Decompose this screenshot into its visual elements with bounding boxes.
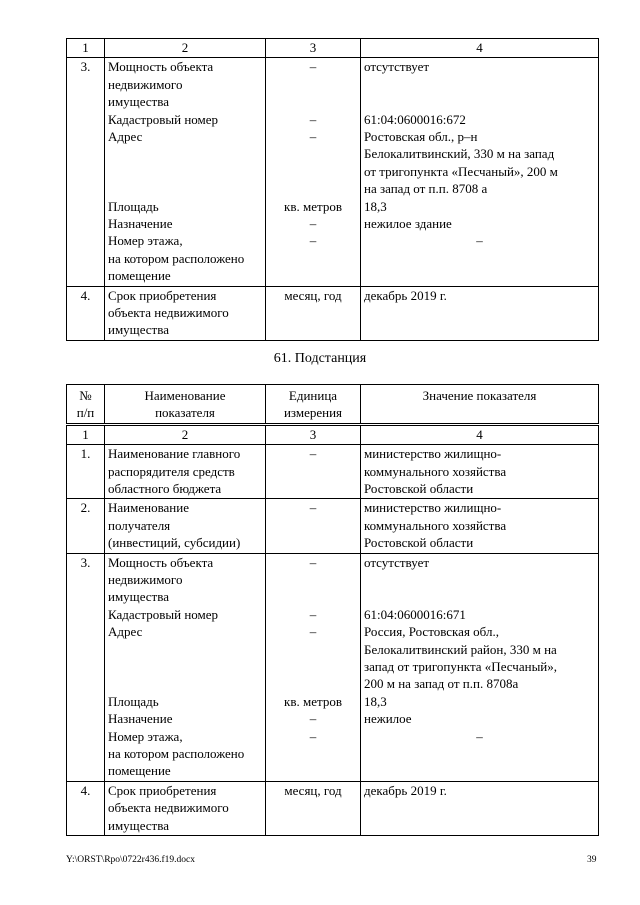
indicator-label: Площадь <box>108 693 159 709</box>
unit-value: – <box>266 499 361 553</box>
col-number-cell: 3 <box>266 424 361 444</box>
indicator-label: Срок приобретения объекта недвижимого имущества <box>105 286 266 340</box>
table-row <box>67 58 599 286</box>
indicator-value: – <box>476 728 483 744</box>
row-number: 3. <box>67 58 105 286</box>
indicator-label: Мощность объекта недвижимого имущества <box>108 59 214 110</box>
unit-value: – <box>266 445 361 499</box>
indicator-value: 61:04:0600016:671 <box>364 606 466 622</box>
indicator-labels <box>105 553 266 781</box>
unit-value: – <box>309 111 317 127</box>
header-cell: Единица измерения <box>266 385 361 425</box>
indicator-label: Номер этажа, на котором расположено помещение <box>108 728 245 779</box>
unit-value: месяц, год <box>266 286 361 340</box>
unit-value: кв. метров <box>284 693 342 709</box>
row-number: 3. <box>67 553 105 781</box>
page-number: 39 <box>587 855 597 865</box>
units-cell <box>266 553 361 781</box>
unit-value: – <box>309 711 317 727</box>
indicator-value: министерство жилищно- коммунального хозяйства Ростовской области <box>361 445 599 499</box>
table-header-row <box>67 385 599 425</box>
indicator-labels <box>105 58 266 286</box>
indicator-value: декабрь 2019 г. <box>361 286 599 340</box>
unit-value: – <box>309 59 317 75</box>
indicator-label: Мощность объекта недвижимого имущества <box>108 554 214 605</box>
indicator-label: Наименование главного распорядителя средств областного бюджета <box>105 445 266 499</box>
indicator-label: Номер этажа, на котором расположено помещение <box>108 233 245 284</box>
indicator-label: Назначение <box>108 711 173 727</box>
col-number-cell: 4 <box>361 39 599 58</box>
section-title: 61. Подстанция <box>273 351 367 366</box>
col-number-cell: 4 <box>361 424 599 444</box>
indicator-label: Площадь <box>108 198 159 214</box>
table-row <box>67 39 599 58</box>
unit-value: – <box>309 554 317 570</box>
indicator-value: нежилое <box>364 711 412 727</box>
unit-value: – <box>309 624 317 640</box>
col-number-cell: 2 <box>105 39 266 58</box>
table-row <box>67 424 599 444</box>
indicator-label: Срок приобретения объекта недвижимого имущества <box>105 781 266 835</box>
col-number-cell: 1 <box>67 424 105 444</box>
indicator-value: 18,3 <box>364 693 387 709</box>
values-cell <box>361 553 599 781</box>
row-number: 4. <box>67 781 105 835</box>
indicator-label: Назначение <box>108 216 173 232</box>
indicator-value: декабрь 2019 г. <box>361 781 599 835</box>
footer-file-path: Y:\ORST\Rpo\0722r436.f19.docx <box>66 855 195 865</box>
indicator-label: Адрес <box>108 129 143 145</box>
unit-value: кв. метров <box>284 198 342 214</box>
indicator-value: Ростовская обл., р–н Белокалитвинский, 330 м на запад от тригопункта «Песчаный», 200 м на запад от п.п. 8708 а <box>364 129 558 197</box>
indicator-label: Наименование получателя (инвестиций, субсидии) <box>105 499 266 553</box>
unit-value: – <box>309 233 317 249</box>
table-row <box>67 445 599 499</box>
indicator-label: Адрес <box>108 624 143 640</box>
row-number: 4. <box>67 286 105 340</box>
indicator-label: Кадастровый номер <box>108 111 219 127</box>
indicator-label: Кадастровый номер <box>108 606 219 622</box>
indicator-value: Россия, Ростовская обл., Белокалитвинский район, 330 м на запад от тригопункта «Песчаный», 200 м на запад от п.п. 8708а <box>364 624 558 692</box>
indicator-value: отсутствует <box>364 554 430 570</box>
header-cell: Значение показателя <box>361 385 599 425</box>
unit-value: – <box>309 129 317 144</box>
col-number-cell: 2 <box>105 424 266 444</box>
table-row <box>67 286 599 340</box>
header-cell: Наименование показателя <box>105 385 266 425</box>
row-number: 2. <box>67 499 105 553</box>
indicator-value: 18,3 <box>364 198 387 214</box>
unit-value: – <box>309 606 317 622</box>
header-cell: № п/п <box>67 385 105 425</box>
indicator-value: отсутствует <box>364 59 430 75</box>
indicator-value: нежилое здание <box>364 216 452 232</box>
table-row <box>67 781 599 835</box>
unit-value: – <box>309 215 317 231</box>
table-row <box>67 553 599 781</box>
unit-value: – <box>309 728 317 744</box>
row-number: 1. <box>67 445 105 499</box>
units-cell <box>266 58 361 286</box>
indicator-value: 61:04:0600016:672 <box>364 111 466 127</box>
col-number-cell: 1 <box>67 39 105 58</box>
values-cell <box>361 58 599 286</box>
col-number-cell: 3 <box>266 39 361 58</box>
indicator-value: министерство жилищно- коммунального хозяйства Ростовской области <box>361 499 599 553</box>
unit-value: месяц, год <box>266 781 361 835</box>
indicator-value: – <box>476 233 483 249</box>
table-bottom <box>66 384 599 836</box>
table-top <box>66 38 599 341</box>
table-row <box>67 499 599 553</box>
